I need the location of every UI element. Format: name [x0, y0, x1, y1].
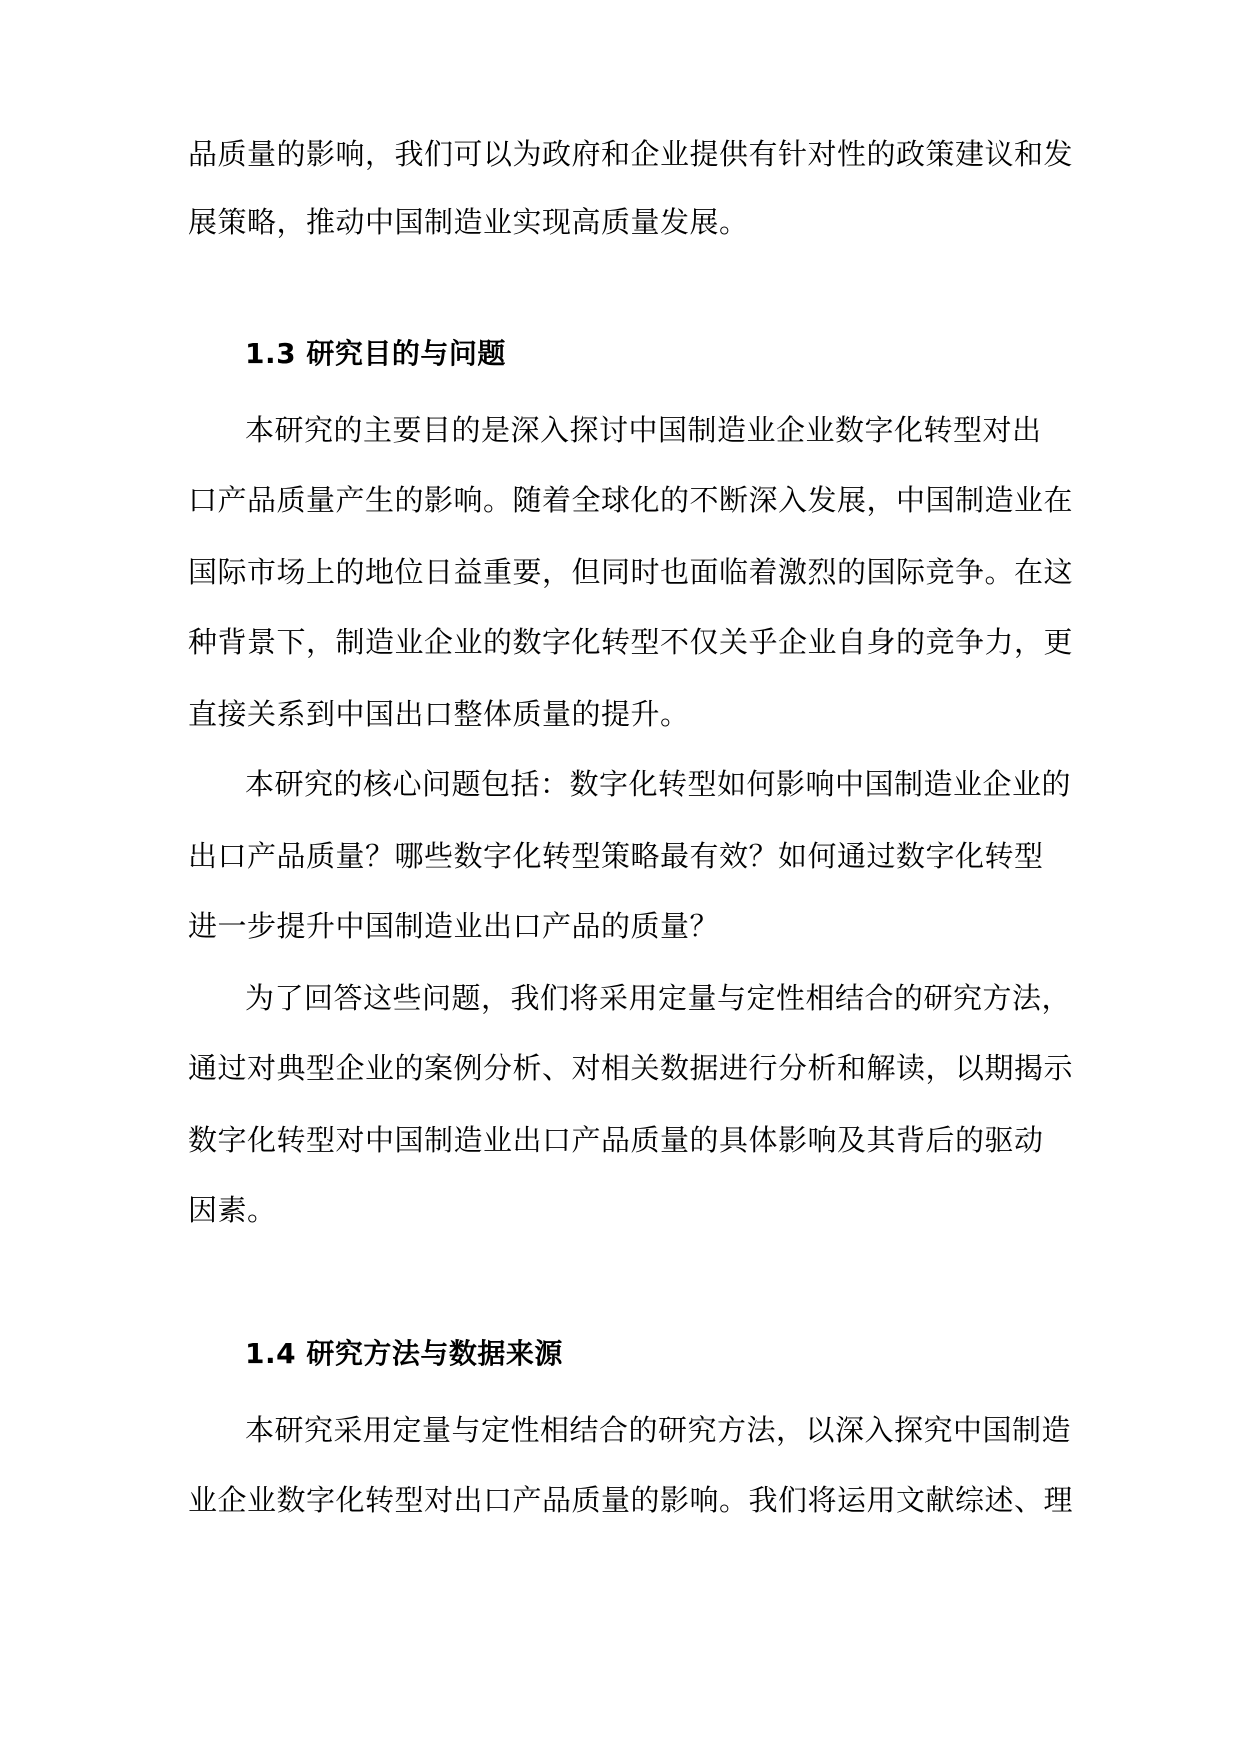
section-heading: 1.4 研究方法与数据来源	[245, 1337, 563, 1370]
text-line: 出口产品质量？哪些数字化转型策略最有效？如何通过数字化转型	[188, 839, 1044, 873]
text-line: 种背景下，制造业企业的数字化转型不仅关乎企业自身的竞争力，更	[188, 625, 1074, 659]
text-line: 通过对典型企业的案例分析、对相关数据进行分析和解读，以期揭示	[188, 1051, 1074, 1085]
text-line: 因素。	[188, 1193, 277, 1227]
text-line: 业企业数字化转型对出口产品质量的影响。我们将运用文献综述、理	[188, 1483, 1074, 1517]
text-line: 本研究的主要目的是深入探讨中国制造业企业数字化转型对出	[245, 413, 1042, 447]
text-line: 本研究的核心问题包括：数字化转型如何影响中国制造业企业的	[245, 767, 1072, 801]
text-line: 数字化转型对中国制造业出口产品质量的具体影响及其背后的驱动	[188, 1123, 1044, 1157]
text-line: 为了回答这些问题，我们将采用定量与定性相结合的研究方法，	[245, 981, 1072, 1015]
section-heading: 1.3 研究目的与问题	[245, 337, 506, 370]
text-line: 口产品质量产生的影响。随着全球化的不断深入发展，中国制造业在	[188, 483, 1074, 517]
text-line: 进一步提升中国制造业出口产品的质量？	[188, 909, 720, 943]
text-line: 展策略，推动中国制造业实现高质量发展。	[188, 205, 749, 239]
text-line: 品质量的影响，我们可以为政府和企业提供有针对性的政策建议和发	[188, 137, 1074, 171]
text-line: 国际市场上的地位日益重要，但同时也面临着激烈的国际竞争。在这	[188, 555, 1074, 589]
text-line: 本研究采用定量与定性相结合的研究方法，以深入探究中国制造	[245, 1413, 1072, 1447]
text-line: 直接关系到中国出口整体质量的提升。	[188, 697, 690, 731]
